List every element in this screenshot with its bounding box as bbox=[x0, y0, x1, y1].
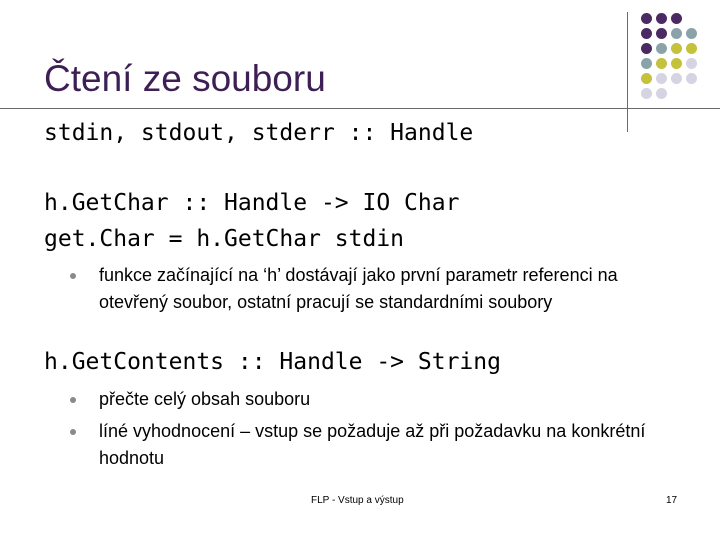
decorative-dot bbox=[671, 13, 682, 24]
decorative-dot bbox=[641, 28, 652, 39]
decorative-dot bbox=[671, 28, 682, 39]
decorative-dot bbox=[641, 73, 652, 84]
decorative-dot bbox=[686, 28, 697, 39]
bullet-marker bbox=[70, 397, 76, 403]
decorative-dot bbox=[641, 43, 652, 54]
code-line-hgetcontents: h.GetContents :: Handle -> String bbox=[44, 349, 501, 375]
bullet-text: funkce začínající na ‘h’ dostávají jako první parametr referenci na otevřený soubor, ostatní pracují se standardními soubory bbox=[99, 265, 618, 312]
decorative-dot bbox=[686, 73, 697, 84]
bullet-marker bbox=[70, 273, 76, 279]
decorative-dot bbox=[671, 58, 682, 69]
bullet-text: líné vyhodnocení – vstup se požaduje až při požadavku na konkrétní hodnotu bbox=[99, 421, 646, 468]
decorative-dot bbox=[656, 58, 667, 69]
code-line-handles: stdin, stdout, stderr :: Handle bbox=[44, 120, 474, 146]
decorative-dot bbox=[641, 58, 652, 69]
decorative-dot bbox=[671, 73, 682, 84]
decorative-dot bbox=[656, 73, 667, 84]
decorative-dot bbox=[656, 88, 667, 99]
decorative-dot bbox=[671, 43, 682, 54]
code-line-getchar: get.Char = h.GetChar stdin bbox=[44, 226, 405, 252]
decorative-dot bbox=[641, 13, 652, 24]
bullet-text: přečte celý obsah souboru bbox=[99, 389, 311, 409]
bullet-marker bbox=[70, 429, 76, 435]
decorative-dot bbox=[656, 13, 667, 24]
decorative-dot bbox=[686, 58, 697, 69]
decorative-dot bbox=[656, 43, 667, 54]
title-underline bbox=[0, 108, 720, 109]
footer-title: FLP - Vstup a výstup bbox=[311, 495, 404, 506]
decorative-dot bbox=[656, 28, 667, 39]
decorative-dot bbox=[641, 88, 652, 99]
code-line-hgetchar: h.GetChar :: Handle -> IO Char bbox=[44, 190, 460, 216]
slide-title: Čtení ze souboru bbox=[44, 58, 326, 99]
vertical-divider bbox=[627, 12, 628, 132]
page-number: 17 bbox=[666, 495, 678, 506]
decorative-dot bbox=[686, 43, 697, 54]
